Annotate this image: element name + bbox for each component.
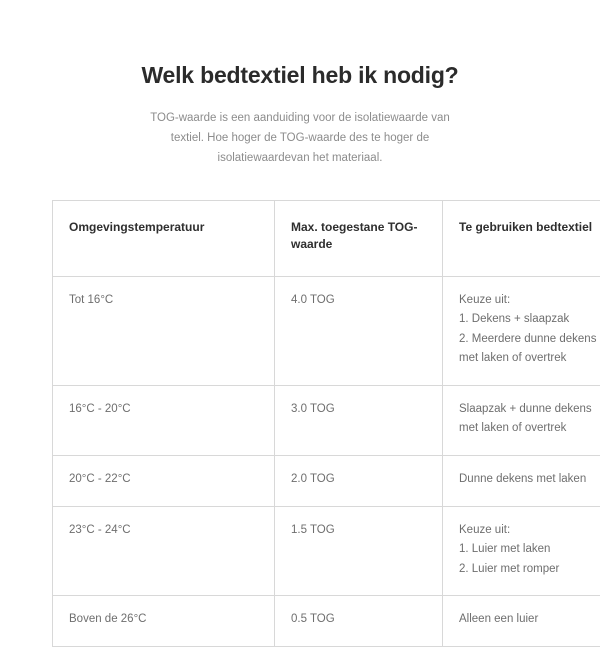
textile-line-list	[459, 400, 600, 439]
page-title: Welk bedtextiel heb ik nodig?	[52, 62, 548, 90]
cell-temperature: Tot 16°C	[53, 276, 275, 385]
cell-tog-value: 3.0 TOG	[275, 385, 443, 455]
table-row	[53, 385, 600, 455]
page-subtitle: TOG-waarde is een aanduiding voor de isolatiewaarde van textiel. Hoe hoger de TOG-waarde des te hoger de isolatiewaardevan het materiaal.	[145, 108, 455, 168]
column-header-textile: Te gebruiken bedtextiel	[443, 200, 600, 276]
table-row	[53, 506, 600, 596]
column-header-tog: Max. toegestane TOG-waarde	[275, 200, 443, 276]
table-row	[53, 596, 600, 647]
cell-temperature: 16°C - 20°C	[53, 385, 275, 455]
cell-tog-value: 1.5 TOG	[275, 506, 443, 596]
table-header	[53, 200, 600, 276]
textile-line: Keuze uit:	[459, 521, 600, 541]
textile-line: Keuze uit:	[459, 291, 600, 311]
column-header-temperature: Omgevingstemperatuur	[53, 200, 275, 276]
cell-textile	[443, 276, 600, 385]
textile-line: 2. Meerdere dunne dekens	[459, 330, 600, 350]
textile-line: Dunne dekens met laken	[459, 470, 600, 490]
textile-line: 1. Dekens + slaapzak	[459, 310, 600, 330]
table-body	[53, 276, 600, 646]
cell-tog-value: 4.0 TOG	[275, 276, 443, 385]
cell-tog-value: 2.0 TOG	[275, 456, 443, 507]
cell-textile	[443, 456, 600, 507]
textile-line: Alleen een luier	[459, 610, 600, 630]
cell-textile	[443, 385, 600, 455]
textile-line-list	[459, 291, 600, 369]
table-row	[53, 276, 600, 385]
textile-line: met laken of overtrek	[459, 419, 600, 439]
cell-temperature: 23°C - 24°C	[53, 506, 275, 596]
textile-line: met laken of overtrek	[459, 349, 600, 369]
tog-value-table	[52, 200, 600, 647]
cell-textile	[443, 506, 600, 596]
table-header-row	[53, 200, 600, 276]
textile-line: Slaapzak + dunne dekens	[459, 400, 600, 420]
textile-line-list	[459, 610, 600, 630]
textile-line-list	[459, 470, 600, 490]
cell-textile	[443, 596, 600, 647]
textile-line: 1. Luier met laken	[459, 540, 600, 560]
cell-temperature: 20°C - 22°C	[53, 456, 275, 507]
textile-line: 2. Luier met romper	[459, 560, 600, 580]
cell-temperature: Boven de 26°C	[53, 596, 275, 647]
cell-tog-value: 0.5 TOG	[275, 596, 443, 647]
table-row	[53, 456, 600, 507]
textile-line-list	[459, 521, 600, 580]
